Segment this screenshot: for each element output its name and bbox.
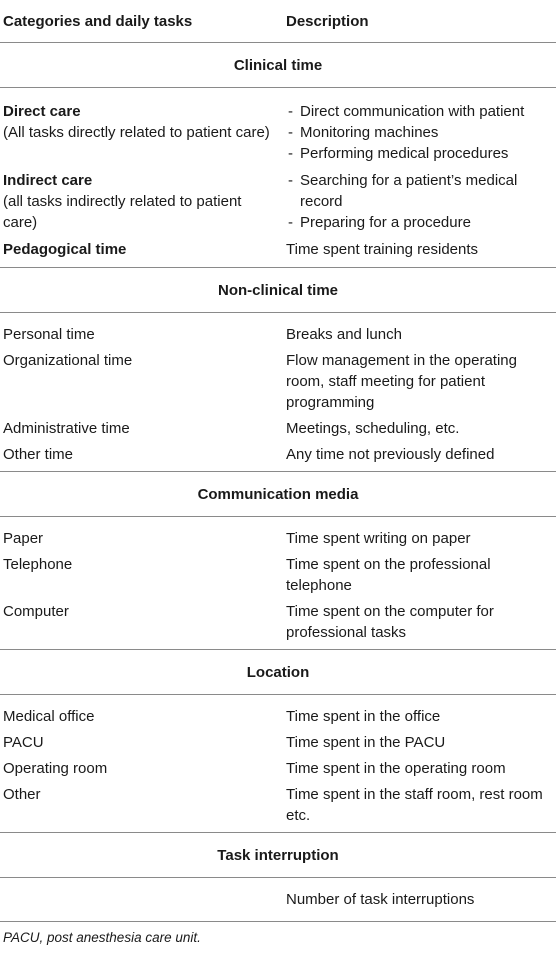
category-name: Personal time [3,326,95,343]
table-row [0,170,556,233]
section-body-clinical [0,88,556,268]
section-body-non-clinical [0,313,556,472]
section-body-communication [0,517,556,650]
category-name: Administrative time [3,420,130,437]
table-row [0,418,556,439]
section-title-location: Location [0,650,556,695]
category-name: Indirect care [3,172,93,189]
category-name: Paper [3,530,44,547]
table-row [0,784,556,826]
table-row [0,444,556,465]
table-row [0,758,556,779]
table-row [0,889,556,910]
category-description: Meetings, scheduling, etc. [286,420,460,437]
category-name: Operating room [3,760,108,777]
category-description: Time spent in the PACU [286,734,446,751]
table-row [0,732,556,753]
table-row [0,324,556,345]
table-row [0,239,556,260]
category-name: Other [3,786,41,803]
category-description: Any time not previously defined [286,446,495,463]
category-description: Breaks and lunch [286,326,402,343]
category-description: Time spent writing on paper [286,530,471,547]
list-item: - Preparing for a procedure [286,212,556,233]
section-title-communication: Communication media [0,472,556,517]
category-name [0,889,283,910]
list-item: - Performing medical procedures [286,143,556,164]
category-note: (all tasks indirectly related to patient care) [3,193,242,231]
header-categories: Categories and daily tasks [3,12,193,30]
category-description: Time spent in the operating room [286,760,506,777]
category-name: PACU [3,734,44,751]
table-row [0,706,556,727]
table-row [0,528,556,549]
list-item: - Monitoring machines [286,122,556,143]
category-description: Time spent on the computer for professional tasks [286,603,494,641]
category-name: Organizational time [3,352,133,369]
list-item: - Direct communication with patient [286,101,556,122]
category-description: Flow management in the operating room, staff meeting for patient programming [286,352,517,411]
section-body-location [0,695,556,833]
category-description: Number of task interruptions [286,891,475,908]
table-row [0,350,556,413]
category-description: Time spent on the professional telephone [286,556,491,594]
table-footnote: PACU, post anesthesia care unit. [3,930,201,945]
header-description: Description [286,12,369,30]
category-name: Medical office [3,708,95,725]
category-name: Direct care [3,103,81,120]
category-description: Time spent in the office [286,708,441,725]
table-row [0,601,556,643]
section-title-non-clinical: Non-clinical time [0,268,556,313]
category-name: Pedagogical time [3,241,127,258]
category-description: Time spent training residents [286,241,479,258]
section-title-clinical: Clinical time [0,43,556,88]
category-description: Time spent in the staff room, rest room etc. [286,786,543,824]
table-row [0,554,556,596]
category-name: Telephone [3,556,73,573]
category-note: (All tasks directly related to patient care) [3,124,270,141]
table-row [0,101,556,164]
list-item: - Searching for a patient’s medical record [286,170,556,212]
category-name: Computer [3,603,69,620]
table-header [0,0,556,43]
description-list [286,170,556,233]
description-list [286,101,556,164]
section-body-task-interruption [0,878,556,922]
category-name: Other time [3,446,74,463]
section-title-task-interruption: Task interruption [0,833,556,878]
